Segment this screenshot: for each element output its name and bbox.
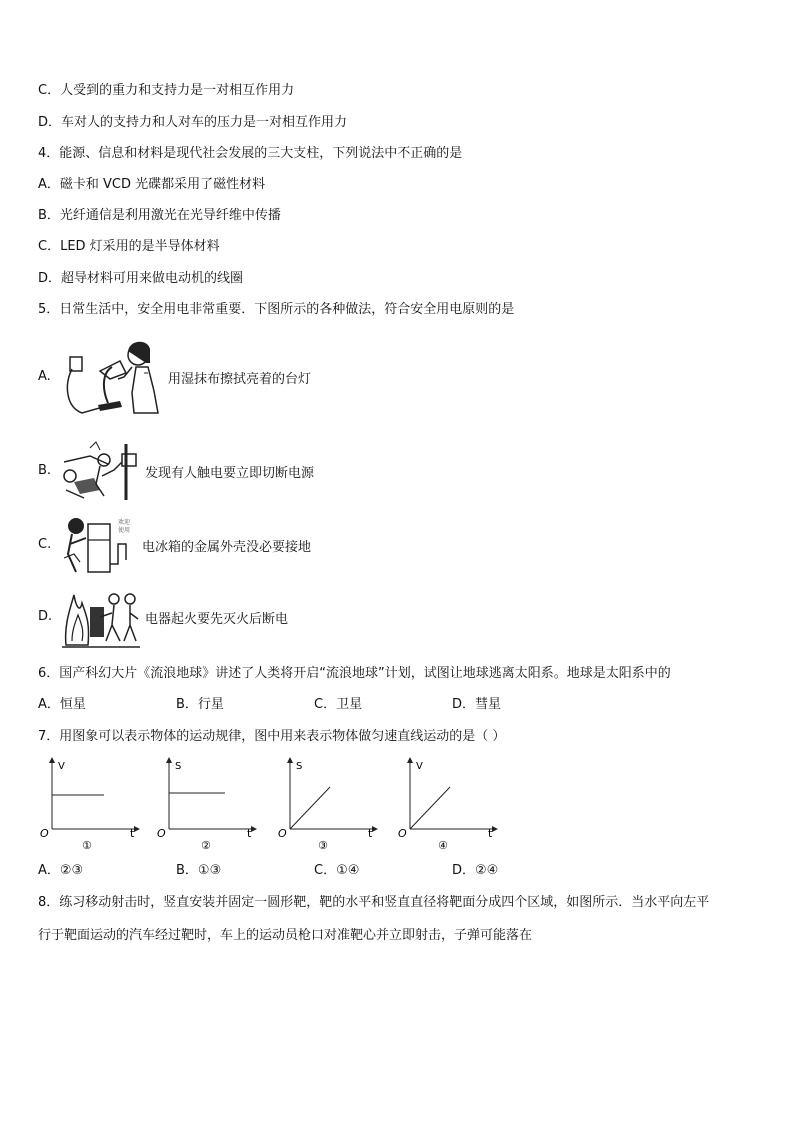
graph-3-number: ③: [318, 839, 328, 852]
q5-option-b-label: B.: [38, 463, 52, 478]
q4-option-d: D．超导材料可用来做电动机的线圈: [38, 271, 244, 286]
q5-stem: 5．日常生活中，安全用电非常重要．下图所示的各种做法，符合安全用电原则的是: [38, 302, 515, 317]
electrical-fire-illustration: [60, 585, 142, 649]
graph-4-x-label: t: [488, 827, 493, 840]
q5-option-c-label: C.: [38, 537, 52, 552]
graph-2-x-label: t: [247, 827, 252, 840]
svg-text:使用: 使用: [118, 527, 131, 534]
q6-option-d: D．彗星: [452, 697, 502, 712]
fridge-grounding-illustration: [60, 514, 140, 576]
q7-option-c: C．①④: [314, 863, 360, 878]
q5-option-d-label: D.: [38, 609, 53, 624]
graph-1-y-label: V: [58, 761, 65, 772]
q7-option-d: D．②④: [452, 863, 499, 878]
graph-3-origin: O: [278, 827, 287, 840]
q7-option-a: A．②③: [38, 863, 84, 878]
graph-1-origin: O: [40, 827, 49, 840]
graph-3-y-label: S: [296, 761, 303, 772]
q4-option-b: B．光纤通信是利用激光在光导纤维中传播: [38, 208, 281, 223]
q5-option-a-caption: 用湿抹布擦拭亮着的台灯: [168, 372, 312, 387]
q8-stem-line-2: 行于靶面运动的汽车经过靶时，车上的运动员枪口对准靶心并立即射击，子弹可能落在: [38, 928, 533, 943]
q5-option-d-caption: 电器起火要先灭火后断电: [145, 612, 289, 627]
graph-3: [276, 757, 380, 853]
q5-option-c-caption: 电冰箱的金属外壳没必要接地: [142, 540, 312, 555]
q4-option-c: C．LED 灯采用的是半导体材料: [38, 239, 220, 254]
graph-2-y-label: S: [175, 761, 182, 772]
q3-option-d: D．车对人的支持力和人对车的压力是一对相互作用力: [38, 115, 348, 130]
q8-stem-line-1: 8．练习移动射击时，竖直安装并固定一圆形靶，靶的水平和竖直直径将靶面分成四个区域，如图所示．当水平向左平: [38, 895, 710, 910]
q6-option-b: B．行星: [176, 697, 224, 712]
graph-2-origin: O: [157, 827, 166, 840]
graph-4-number: ④: [438, 839, 448, 852]
graph-4-origin: O: [398, 827, 407, 840]
graph-2: [155, 757, 259, 853]
q6-stem: 6．国产科幻大片《流浪地球》讲述了人类将开启“流浪地球”计划，试图让地球逃离太阳系。地球是太阳系中的: [38, 666, 671, 681]
svg-text:欢迎: 欢迎: [118, 519, 131, 526]
q5-option-a-label: A.: [38, 369, 51, 384]
q5-option-b-caption: 发现有人触电要立即切断电源: [145, 466, 315, 481]
graph-4-y-label: V: [416, 761, 423, 772]
q3-option-c: C．人受到的重力和支持力是一对相互作用力: [38, 83, 295, 98]
graph-3-x-label: t: [368, 827, 373, 840]
lamp-wiping-illustration: [62, 333, 162, 421]
q6-option-a: A．恒星: [38, 697, 86, 712]
electric-shock-rescue-illustration: [60, 440, 142, 502]
q7-stem: 7．用图象可以表示物体的运动规律，图中用来表示物体做匀速直线运动的是（ ）: [38, 729, 506, 744]
q7-option-b: B．①③: [176, 863, 222, 878]
q6-option-c: C．卫星: [314, 697, 363, 712]
graph-1: [38, 757, 142, 853]
q4-option-a: A．磁卡和 VCD 光碟都采用了磁性材料: [38, 177, 266, 192]
graph-4: [396, 757, 500, 853]
graph-2-number: ②: [201, 839, 211, 852]
graph-1-x-label: t: [130, 827, 135, 840]
q4-stem: 4．能源、信息和材料是现代社会发展的三大支柱，下列说法中不正确的是: [38, 146, 463, 161]
graph-1-number: ①: [82, 839, 92, 852]
